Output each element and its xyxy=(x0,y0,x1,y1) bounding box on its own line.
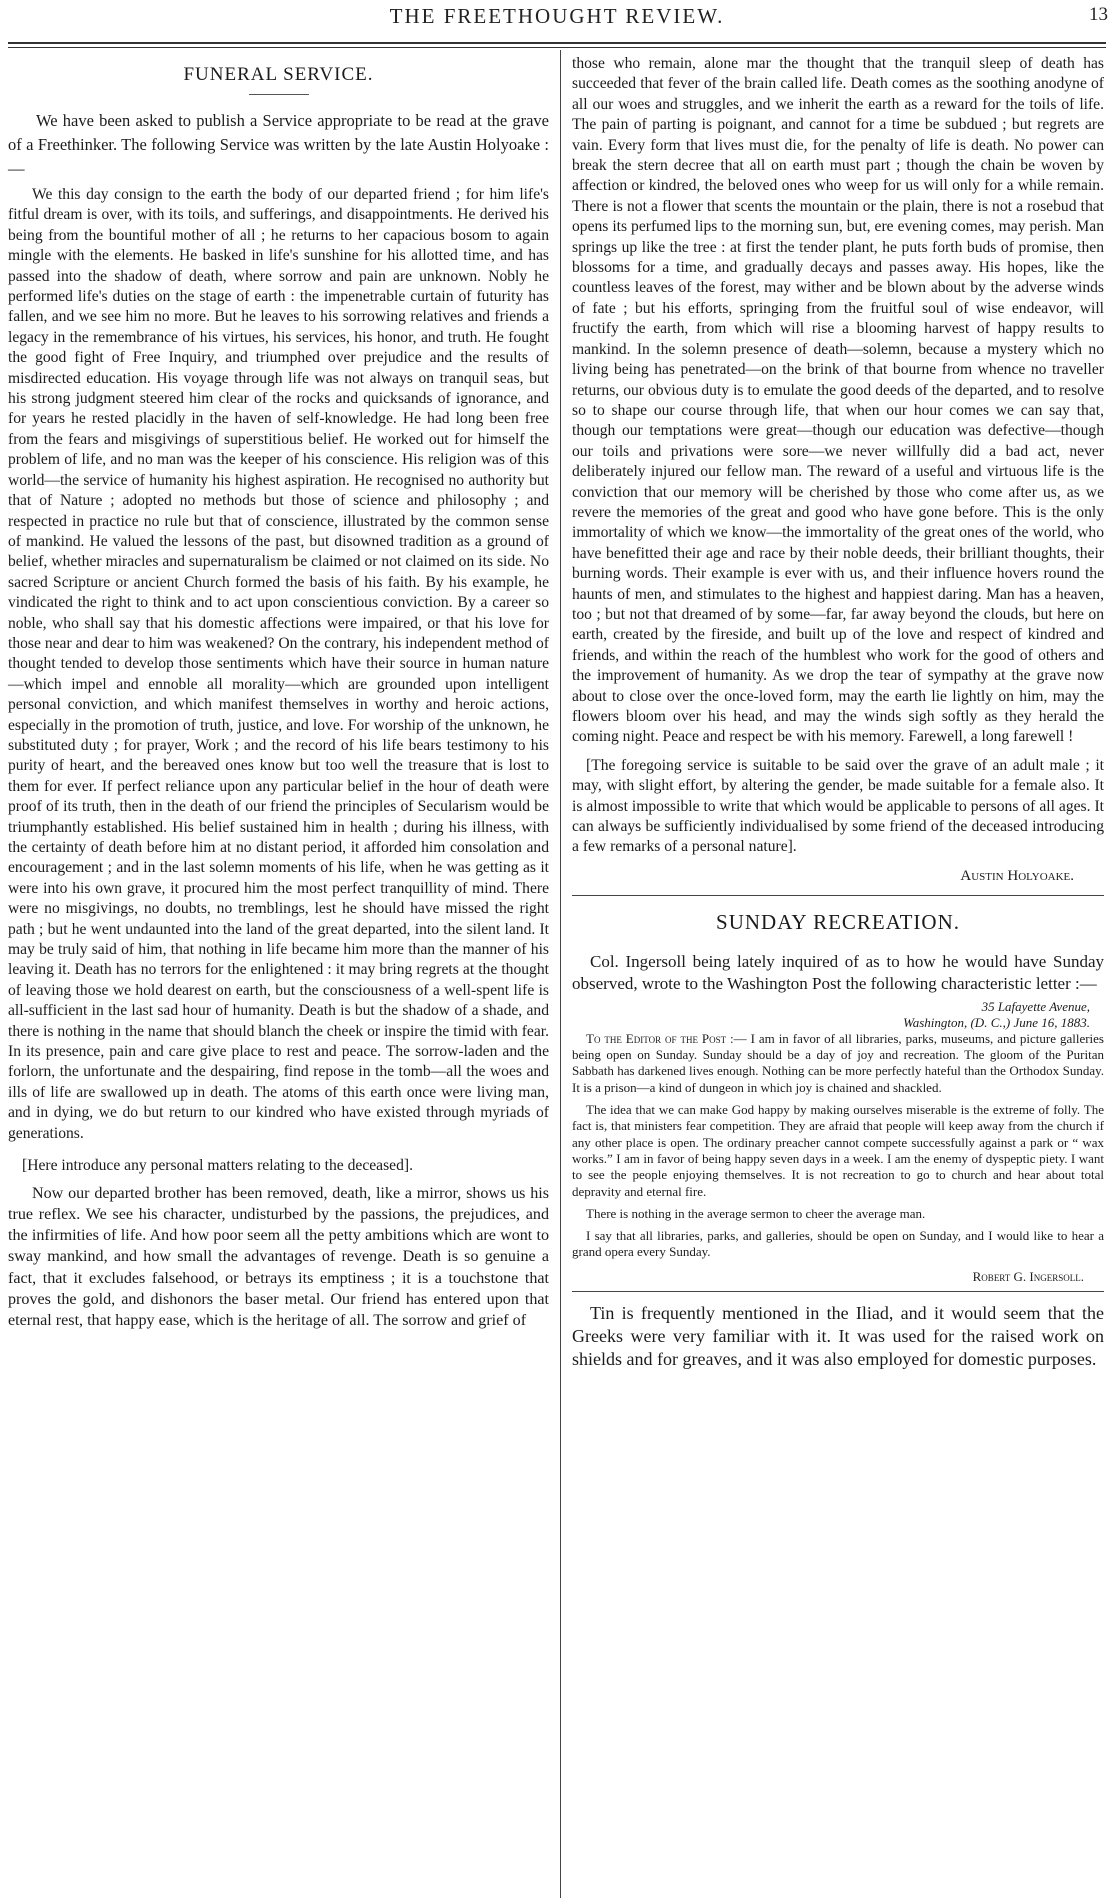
funeral-service-heading: FUNERAL SERVICE. xyxy=(183,64,374,85)
right-column xyxy=(572,54,1104,1371)
funeral-continued: those who remain, alone mar the thought that the tranquil sleep of death has succeeded that fever of the brain called life. Death comes as the soothing anodyne of all our woes and struggles, and we inherit the earth as a reward for the toils of life. The pain of parting is poignant, and cannot for a time be subdued ; but regrets are vain. Every form that lives must die, for the penalty of life is death. No power can break the stern decree that all on earth must part ; though the chain be woven by affection or kindred, the beloved ones who weep for us will only for a while remain. There is not a flower that scents the mountain or the plain, there is not a rosebud that opens its perfumed lips to the morning sun, but, ere evening comes, may perish. Man springs up like the tree : at first the tender plant, he puts forth buds of promise, then blossoms for a time, and gradually decays and passes away. His hopes, like the countless leaves of the forest, may wither and be blown about by the adverse winds of fate ; but his efforts, springing from the fruitful soul of wise endeavor, will fructify the earth, from which will rise a blooming harvest of happy results to mankind. In the solemn presence of death—solemn, because a mystery which no living being has penetrated—on the brink of that bourne from whence no traveller returns, our obvious duty is to emulate the good deeds of the departed, and to resolve so to shape our course through life, that when our hour comes we can say that, though our temptations were great—though our education was defective—though our toils and privations were sore—we never willfully did a bad act, never deliberately injured our fellow man. The reward of a useful and virtuous life is the conviction that our memory will be cherished by those who come after us, as we revere the memories of the great and good who have gone before. This is the only immortality of which we know—the immortality of the great ones of the world, who have benefitted their age and race by their noble deeds, their brilliant thoughts, their burning words. Their example is ever with us, and their influence hovers round the haunts of men, and stimulates to the highest and happiest daring. Man has a heaven, too ; but not that dreamed of by some—far, far away beyond the clouds, but here on earth, created by the fireside, and built up of the love and respect of kindred and friends, and within the reach of the humblest who work for the good of others and the improvement of humanity. As we drop the tear of sympathy at the grave now about to close over the once-loved form, may the earth lie lightly on him, may the flowers bloom over his head, and may the winds sigh softly as they herald the coming night. Peace and respect be with his memory. Farewell, a long farewell ! xyxy=(572,55,1104,746)
sunday-recreation-heading: SUNDAY RECREATION. xyxy=(716,909,960,934)
left-column xyxy=(8,54,549,1332)
funeral-personal-note: [Here introduce any personal matters relating to the deceased]. xyxy=(22,1157,413,1175)
dateline-address: 35 Lafayette Avenue, xyxy=(981,998,1090,1014)
header-rule xyxy=(8,42,1106,48)
running-title: THE FREETHOUGHT REVIEW. xyxy=(389,4,725,28)
letter-paragraph: There is nothing in the average sermon to cheer the average man. xyxy=(586,1205,926,1221)
letter-salutation: To the Editor of the Post :— xyxy=(586,1030,747,1046)
holyoake-signature: Austin Holyoake. xyxy=(960,867,1074,884)
funeral-editor-note: [The foregoing service is suitable to be said over the grave of an adult male ; it may, with slight effort, by altering the gender, be made suitable for a female also. It is almost impossible to write that which would be applicable to persons of all ages. It can always be sufficiently individualised by some friend of the deceased introducing a few remarks of a personal nature]. xyxy=(572,756,1104,856)
funeral-body: We this day consign to the earth the body of our departed friend ; for him life's fitful dream is over, with its toils, and sufferings, and disappointments. He derived his being from the bountiful mother of all ; he returns to her capacious bosom to again mingle with the elements. He basked in life's sunshine for his allotted time, and has passed into the shadow of death, where sorrow and pain are unknown. Nobly he performed life's duties on the stage of earth : the impenetrable curtain of futurity has fallen, and we see him no more. But he leaves to his sorrowing relatives and friends a legacy in the remembrance of his virtues, his services, his honor, and truth. He fought the good fight of Free Inquiry, and triumphed over prejudice and the results of misdirected education. His voyage through life was not always on tranquil seas, but his strong judgment steered him clear of the rocks and quicksands of ignorance, and for years he rested placidly in the haven of self-knowledge. He had long been free from the fears and misgivings of superstitious belief. He worked out for himself the problem of life, and no man was the keeper of his conscience. His religion was of this world—the service of humanity his highest aspiration. He recognised no authority but that of Nature ; adopted no methods but those of science and philosophy ; and respected in practice no rule but that of conscience, illustrated by the common sense of mankind. He valued the lessons of the past, but disowned tradition as a ground of belief, whether miracles and supernaturalism be claimed or not claimed on its side. No sacred Scripture or ancient Church formed the basis of his faith. By his example, he vindicated the right to think and to act upon conscientious conviction. By a career so noble, who shall say that his domestic affections were impaired, or that his love for those near and dear to him was weakened? On the contrary, his independent method of thought tended to develop those sentiments which have their source in human nature—which impel and ennoble all morality—which are grounded upon intelligent personal conviction, and which manifest themselves in worthy and heroic actions, especially in the promotion of truth, justice, and love. For worship of the unknown, he substituted duty ; for prayer, Work ; and the record of his life bears testimony to his purity of heart, and the bereaved ones know but too well the treasure that is lost to them for ever. If perfect reliance upon any particular belief in the hour of death were proof of its truth, then in the death of our friend the principles of Secularism would be triumphantly established. His belief sustained him in health ; during his illness, with the certainty of death before him at no distant period, it afforded him consolation and encouragement ; and in the last solemn moments of his life, when he was getting as it were into his own grave, it procured him the most perfect tranquillity of mind. There were no misgivings, no doubts, no tremblings, lest he should have missed the right path ; but he went undaunted into the land of the great departed, into the silent land. It may be truly said of him, that nothing in life became him more than the manner of his leaving it. Death has no terrors for the enlightened : it may bring regrets at the thought of leaving those we hold dearest on earth, but the consciousness of a well-spent life is all-sufficient in the last sad hour of humanity. Death is but the shadow of a shade, and there is nothing in the name that should blanch the cheek or inspire the timid with fear. In its presence, pain and care give place to rest and peace. The sorrow-laden and the forlorn, the unfortunate and the despairing, find repose in the tomb—all the woes and ills of life are swallowed up in death. The atoms of this earth once were living man, and in dying, we do but return to our kindred who have existed through myriads of generations. xyxy=(8,186,549,1142)
dateline-date: Washington, (D. C.,) June 16, 1883. xyxy=(903,1014,1090,1030)
funeral-intro: We have been asked to publish a Service appropriate to be read at the grave of a Freethinker. The following Service was written by the late Austin Holyoake :— xyxy=(8,111,549,178)
funeral-after-note: Now our departed brother has been removed, death, like a mirror, shows us his true reflex. We see his character, undisturbed by the passions, the prejudices, and the infirmities of life. And how poor seem all the petty ambitions which are wont to sway mankind, and how small the advantages of revenge. Death is so genuine a fact, that it excludes falsehood, or betrays its emptiness ; it is a touchstone that proves the gold, and dishonors the baser metal. Our friend has entered upon that eternal rest, that happy ease, which is the heritage of all. The sorrow and grief of xyxy=(8,1184,549,1330)
letter-paragraph: I say that all libraries, parks, and galleries, should be open on Sunday, and I would like to hear a grand opera every Sunday. xyxy=(572,1228,1104,1260)
letter-paragraph xyxy=(572,1031,1104,1096)
sunday-intro: Col. Ingersoll being lately inquired of as to how he would have Sunday observed, wrote to the Washington Post the following characteristic letter :— xyxy=(572,951,1104,993)
tin-paragraph: Tin is frequently mentioned in the Iliad, and it would seem that the Greeks were very familiar with it. It was used for the raised work on shields and for greaves, and it was also employed for domestic purposes. xyxy=(572,1302,1104,1369)
page-number: 13 xyxy=(1089,4,1108,25)
running-head xyxy=(0,0,1114,36)
ingersoll-signature: Robert G. Ingersoll. xyxy=(972,1268,1084,1284)
column-divider xyxy=(560,50,561,1898)
letter-text: I am in favor of all libraries, parks, museums, and picture galleries being open on Sunday. Sunday should be a day of joy and recreation. The gloom of the Puritan Sabbath has darkened lives enough. Nothing can be more perfectly hateful than the Orthodox Sunday. It is a prison—a kind of dungeon in which joy is chained and shackled. xyxy=(572,1030,1104,1095)
letter-paragraph: The idea that we can make God happy by making ourselves miserable is the extreme of folly. The fact is, that ministers fear competition. They are afraid that people will keep away from the church if any other place is open. The ordinary preacher cannot compete successfully against a park or “ wax works.” I am in favor of being happy seven days in a week. I am the enemy of dyspeptic piety. I want to see the people enjoying themselves. It is not recreation to go to church and hear about total depravity and eternal fire. xyxy=(572,1102,1104,1199)
letter-dateline xyxy=(572,999,1104,1031)
section-rule xyxy=(572,1291,1104,1292)
section-rule xyxy=(572,895,1104,896)
heading-rule xyxy=(249,94,309,95)
